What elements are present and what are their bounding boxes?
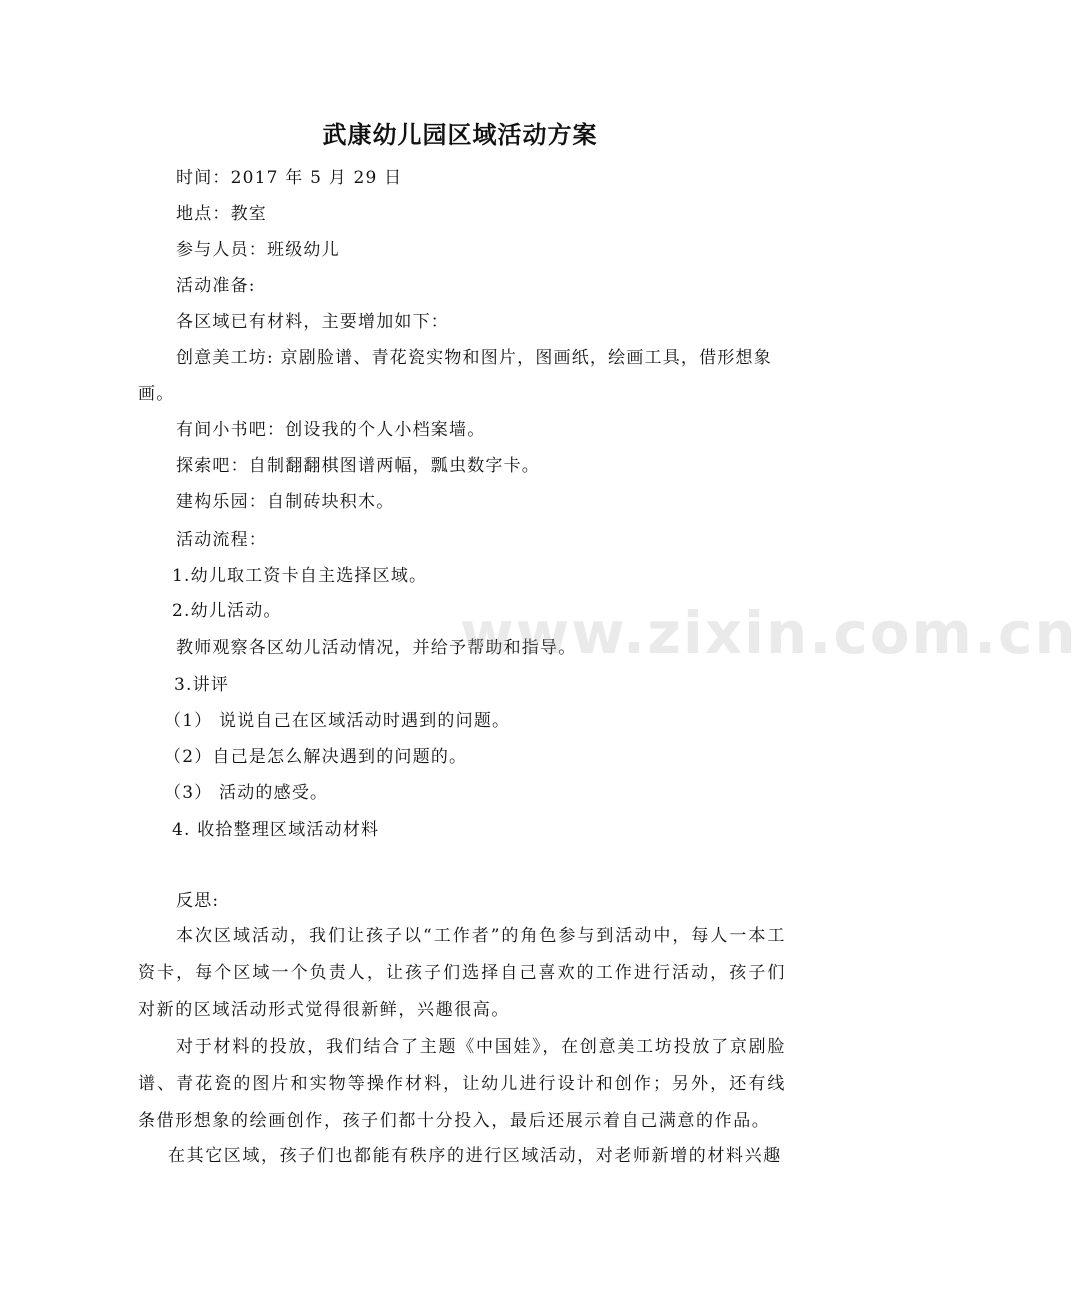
flow-step-3: 3.讲评 [174, 675, 230, 695]
reflect-paragraph-1: 本次区域活动，我们让孩子以“工作者”的角色参与到活动中，每人一本工资卡，每个区域一个负责人，让孩子们选择自己喜欢的工作进行活动，孩子们对新的区域活动形式觉得很新鲜，兴趣很高。 [138, 926, 786, 1020]
watermark-text: www.zixin.com.cn [460, 599, 1078, 667]
flow-heading: 活动流程： [176, 530, 267, 550]
prep-art-line1: 创意美工坊: 京剧脸谱、青花瓷实物和图片，图画纸，绘画工具，借形想象 [176, 348, 772, 368]
prep-intro: 各区域已有材料，主要增加如下： [176, 312, 449, 332]
prep-book-line: 有间小书吧：创设我的个人小档案墙。 [176, 420, 486, 440]
flow-step-3-1: （1） 说说自己在区域活动时遇到的问题。 [164, 711, 511, 731]
flow-step-1: 1.幼儿取工资卡自主选择区域。 [172, 566, 428, 586]
time-line: 时间：2017 年 5 月 29 日 [176, 168, 403, 188]
flow-step-2: 2.幼儿活动。 [172, 601, 282, 621]
prep-art-line2: 画。 [138, 384, 175, 404]
prep-explore-line: 探索吧：自制翻翻棋图谱两幅，瓢虫数字卡。 [176, 456, 540, 476]
flow-step-3-3: （3） 活动的感受。 [164, 783, 329, 803]
prep-heading: 活动准备: [176, 276, 256, 296]
flow-step-3-2: （2）自己是怎么解决遇到的问题的。 [164, 747, 468, 767]
flow-step-2-note: 教师观察各区幼儿活动情况，并给予帮助和指导。 [176, 638, 577, 658]
reflect-paragraph-2: 对于材料的投放，我们结合了主题《中国娃》，在创意美工坊投放了京剧脸谱、青花瓷的图片和实物等操作材料，让幼儿进行设计和创作；另外，还有线条借形想象的绘画创作，孩子们都十分投入，最后还展示着自己满意的作品。 [138, 1037, 786, 1131]
document-title: 武康幼儿园区域活动方案 [322, 121, 598, 149]
flow-step-4: 4. 收拾整理区域活动材料 [172, 820, 380, 840]
reflect-paragraph-3: 在其它区域，孩子们也都能有秩序的进行区域活动，对老师新增的材料兴趣 [168, 1146, 782, 1166]
prep-build-line: 建构乐园：自制砖块积木。 [176, 492, 395, 512]
participants-line: 参与人员：班级幼儿 [176, 240, 340, 260]
reflect-heading: 反思: [176, 891, 220, 911]
place-line: 地点：教室 [176, 204, 267, 224]
